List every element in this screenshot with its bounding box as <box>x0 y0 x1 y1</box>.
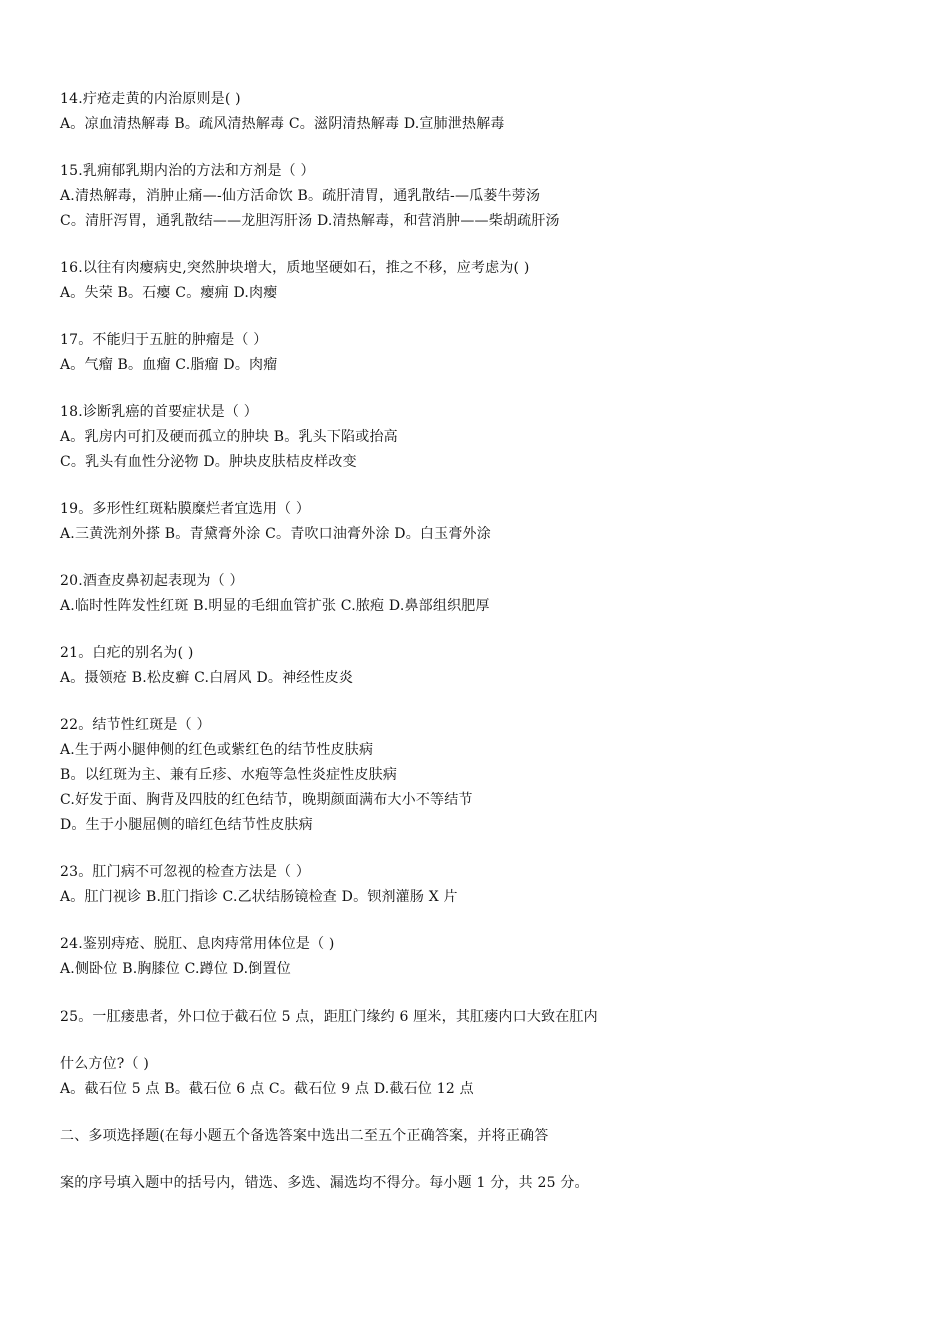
question-stem: 14.疔疮走黄的内治原则是( ) <box>60 91 241 107</box>
question-stem: 19。多形性红斑粘膜糜烂者宜选用（ ） <box>60 501 311 517</box>
question-17 <box>60 328 900 378</box>
question-stem: 24.鉴别痔疮、脱肛、息肉痔常用体位是（ ) <box>60 936 335 952</box>
section-heading-line: 二、多项选择题(在每小题五个备选答案中选出二至五个正确答案，并将正确答 <box>60 1128 549 1144</box>
question-options: A.临时性阵发性红斑 B.明显的毛细血管扩张 C.脓疱 D.鼻部组织肥厚 <box>60 598 490 614</box>
question-options: A。乳房内可扪及硬而孤立的肿块 B。乳头下陷或抬高 <box>60 429 398 445</box>
question-stem: 16.以往有肉瘿病史,突然肿块增大，质地坚硬如石，推之不移，应考虑为( ) <box>60 260 530 276</box>
question-options: A。摄领疮 B.松皮癣 C.白屑风 D。神经性皮炎 <box>60 670 354 686</box>
question-25 <box>60 1005 900 1030</box>
question-options: B。以红斑为主、兼有丘疹、水疱等急性炎症性皮肤病 <box>60 767 398 783</box>
question-options: A。截石位 5 点 B。截石位 6 点 C。截石位 9 点 D.截石位 12 点 <box>60 1081 474 1097</box>
question-options: C。乳头有血性分泌物 D。肿块皮肤桔皮样改变 <box>60 454 357 470</box>
question-stem: 23。肛门病不可忽视的检查方法是（ ） <box>60 864 311 880</box>
question-options: C.好发于面、胸背及四肢的红色结节，晚期颜面满布大小不等结节 <box>60 792 473 808</box>
question-18 <box>60 400 900 475</box>
section-heading-line: 案的序号填入题中的括号内，错选、多选、漏选均不得分。每小题 1 分，共 25 分。 <box>60 1175 589 1191</box>
question-16 <box>60 256 900 306</box>
question-options: A.清热解毒，消肿止痛—-仙方活命饮 B。疏肝清胃，通乳散结-—瓜蒌牛蒡汤 <box>60 188 541 204</box>
question-stem: 20.酒查皮鼻初起表现为（ ） <box>60 573 244 589</box>
question-options: A。凉血清热解毒 B。疏风清热解毒 C。滋阴清热解毒 D.宣肺泄热解毒 <box>60 116 505 132</box>
question-24 <box>60 932 900 982</box>
question-21 <box>60 641 900 691</box>
question-25-continued <box>60 1052 900 1102</box>
question-options: A。肛门视诊 B.肛门指诊 C.乙状结肠镜检查 D。钡剂灌肠 X 片 <box>60 889 458 905</box>
question-15 <box>60 159 900 234</box>
question-options: A.侧卧位 B.胸膝位 C.蹲位 D.倒置位 <box>60 961 291 977</box>
question-stem: 18.诊断乳癌的首要症状是（ ） <box>60 404 258 420</box>
question-stem: 22。结节性红斑是（ ） <box>60 717 211 733</box>
section-2-heading <box>60 1124 900 1149</box>
question-options: A。气瘤 B。血瘤 C.脂瘤 D。肉瘤 <box>60 357 278 373</box>
question-options: A.生于两小腿伸侧的红色或紫红色的结节性皮肤病 <box>60 742 374 758</box>
question-stem: 25。一肛瘘患者，外口位于截石位 5 点，距肛门缘约 6 厘米，其肛瘘内口大致在肛内 <box>60 1009 598 1025</box>
question-options: D。生于小腿屈侧的暗红色结节性皮肤病 <box>60 817 313 833</box>
question-options: A。失荣 B。石瘿 C。瘿痈 D.肉瘿 <box>60 285 278 301</box>
question-stem-continued: 什么方位?（ ) <box>60 1056 150 1072</box>
question-stem: 21。白疕的别名为( ) <box>60 645 194 661</box>
question-options: A.三黄洗剂外搽 B。青黛膏外涂 C。青吹口油膏外涂 D。白玉膏外涂 <box>60 526 491 542</box>
question-22 <box>60 713 900 838</box>
question-stem: 17。不能归于五脏的肿瘤是（ ） <box>60 332 268 348</box>
question-options: C。清肝泻胃，通乳散结——龙胆泻肝汤 D.清热解毒，和营消肿——柴胡疏肝汤 <box>60 213 560 229</box>
question-20 <box>60 569 900 619</box>
section-2-heading-continued <box>60 1171 900 1196</box>
question-14 <box>60 87 900 137</box>
question-19 <box>60 497 900 547</box>
question-23 <box>60 860 900 910</box>
question-stem: 15.乳痈郁乳期内治的方法和方剂是（ ） <box>60 163 315 179</box>
